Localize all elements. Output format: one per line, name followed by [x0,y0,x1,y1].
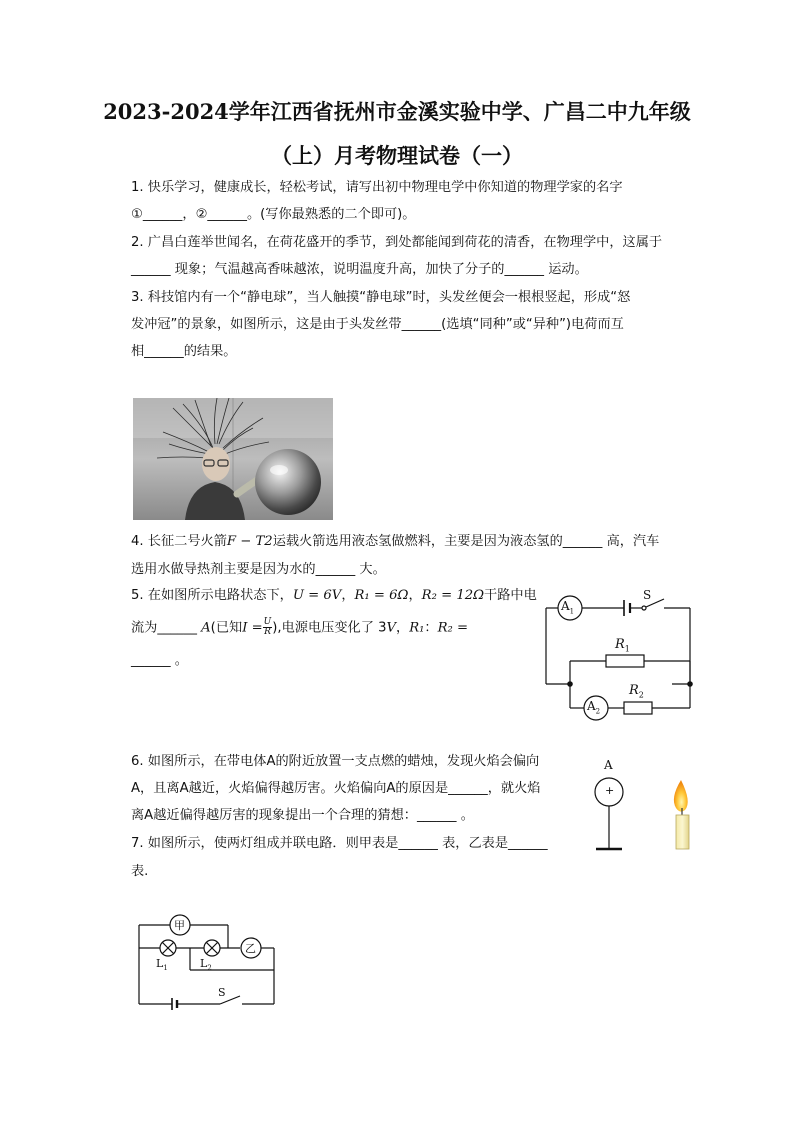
q1-line1: 1. 快乐学习，健康成长，轻松考试，请写出初中物理电学中你知道的物理学家的名字 [131,180,623,195]
q5-fraction [263,618,273,637]
a1-letter: A [561,599,570,613]
q7-circuit-diagram [130,910,280,1012]
q4-text-c: 运载火箭选用液态氢做燃料，主要是因为液态氢的______ 高，汽车 [272,534,660,549]
r2-sub: 2 [638,690,644,700]
q7-line1: 7. 如图所示，使两灯组成并联电路．则甲表是______ 表，乙表是______ [131,836,548,851]
q5-unit-a: A [201,620,211,636]
switch-s-label: S [643,588,652,602]
meter-jia-label: 甲 [174,919,185,932]
r1-sub: 1 [624,644,630,654]
q1-line2: ①______，②______。(写你最熟悉的二个即可)。 [131,207,416,222]
meter-yi-label: 乙 [245,942,256,955]
q5-voltage: U = 6V [292,588,342,603]
q5-r1: R₁ [409,620,425,636]
q7-line2: 表. [131,864,149,879]
q3-line2: 发冲冠”的景象，如图所示，这是由于头发丝带______(选填“同种”或“异种”)电荷而互 [131,317,624,332]
q5-circuit-diagram [540,588,700,724]
q5-text-a: 5. 在如图所示电路状态下， [131,588,293,603]
r2-label [629,683,644,700]
q5-colon: ： [424,620,438,636]
q4-line2: 选用水做导热剂主要是因为水的______ 大。 [131,562,386,577]
positive-sign: + [605,784,615,797]
l2-sub: 2 [207,964,212,973]
candle-figure [666,778,698,854]
q5-r1-value: R₁ = 6Ω [354,588,409,603]
charged-body-a-figure [590,756,630,854]
q5-text-e: ),电源电压变化了 3 [272,620,387,636]
q5-known: (已知 [210,620,243,636]
q4-line1 [131,532,659,552]
paper-title-line1: 2023-2024学年江西省抚州市金溪实验中学、广昌二中九年级 [103,99,691,124]
q5-r2-eq: R₂ = [437,620,469,636]
q5-i-eq: I = [242,620,263,636]
r2-letter: R [629,683,639,698]
q4-text-a: 4. 长征二号火箭 [131,534,227,549]
q6-line1: 6. 如图所示，在带电体A的附近放置一支点燃的蜡烛，发现火焰会偏向 [131,754,540,769]
r1-letter: R [615,637,625,652]
l2-letter: L [200,957,208,970]
q5-frac-den: R [264,627,271,637]
lamp-l2-label [200,957,212,972]
q5-line3: ______ 。 [131,653,188,668]
a2-letter: A [587,699,596,713]
q5-frac-num: U [263,617,272,627]
q6-line3: 离A越近偏得越厉害的现象提出一个合理的猜想：______ 。 [131,808,474,823]
q2-line2: ______ 现象；气温越高香味越浓，说明温度升高，加快了分子的______ 运动。 [131,262,588,277]
l1-sub: 1 [163,964,168,973]
q5-text-g: 干路中电 [484,588,537,603]
q5-line2 [131,618,468,639]
q5-line1 [131,586,537,606]
q5-unit-v: V [386,620,397,636]
static-ball-photo [133,398,333,520]
a1-sub: 1 [569,607,575,616]
q5-r2-value: R₂ = 12Ω [421,588,485,603]
q6-line2: A，且离A越近，火焰偏得越厉害。火焰偏向A的原因是______，就火焰 [131,781,541,796]
q5-sep2: ， [408,588,422,603]
paper-title-line2: （上）月考物理试卷（一） [271,143,523,168]
switch-s-label-q7: S [218,986,226,999]
q5-blank-current: 流为______ [131,620,197,636]
q3-line3: 相______的结果。 [131,344,237,359]
q5-sep1: ， [341,588,355,603]
q2-line1: 2. 广昌白莲举世闻名，在荷花盛开的季节，到处都能闻到荷花的清香，在物理学中，这属于 [131,235,663,250]
ammeter-a2-label [587,699,600,715]
l1-letter: L [156,957,164,970]
r1-label [615,637,630,654]
lamp-l1-label [156,957,168,972]
ammeter-a1-label [561,599,574,615]
q4-rocket-model: F − T2 [226,534,273,549]
q5-sep3: ， [396,620,410,636]
a2-sub: 2 [595,707,601,716]
q3-line1: 3. 科技馆内有一个“静电球”，当人触摸“静电球”时，头发丝便会一根根竖起，形成“怒 [131,290,631,305]
body-a-label: A [604,758,613,772]
